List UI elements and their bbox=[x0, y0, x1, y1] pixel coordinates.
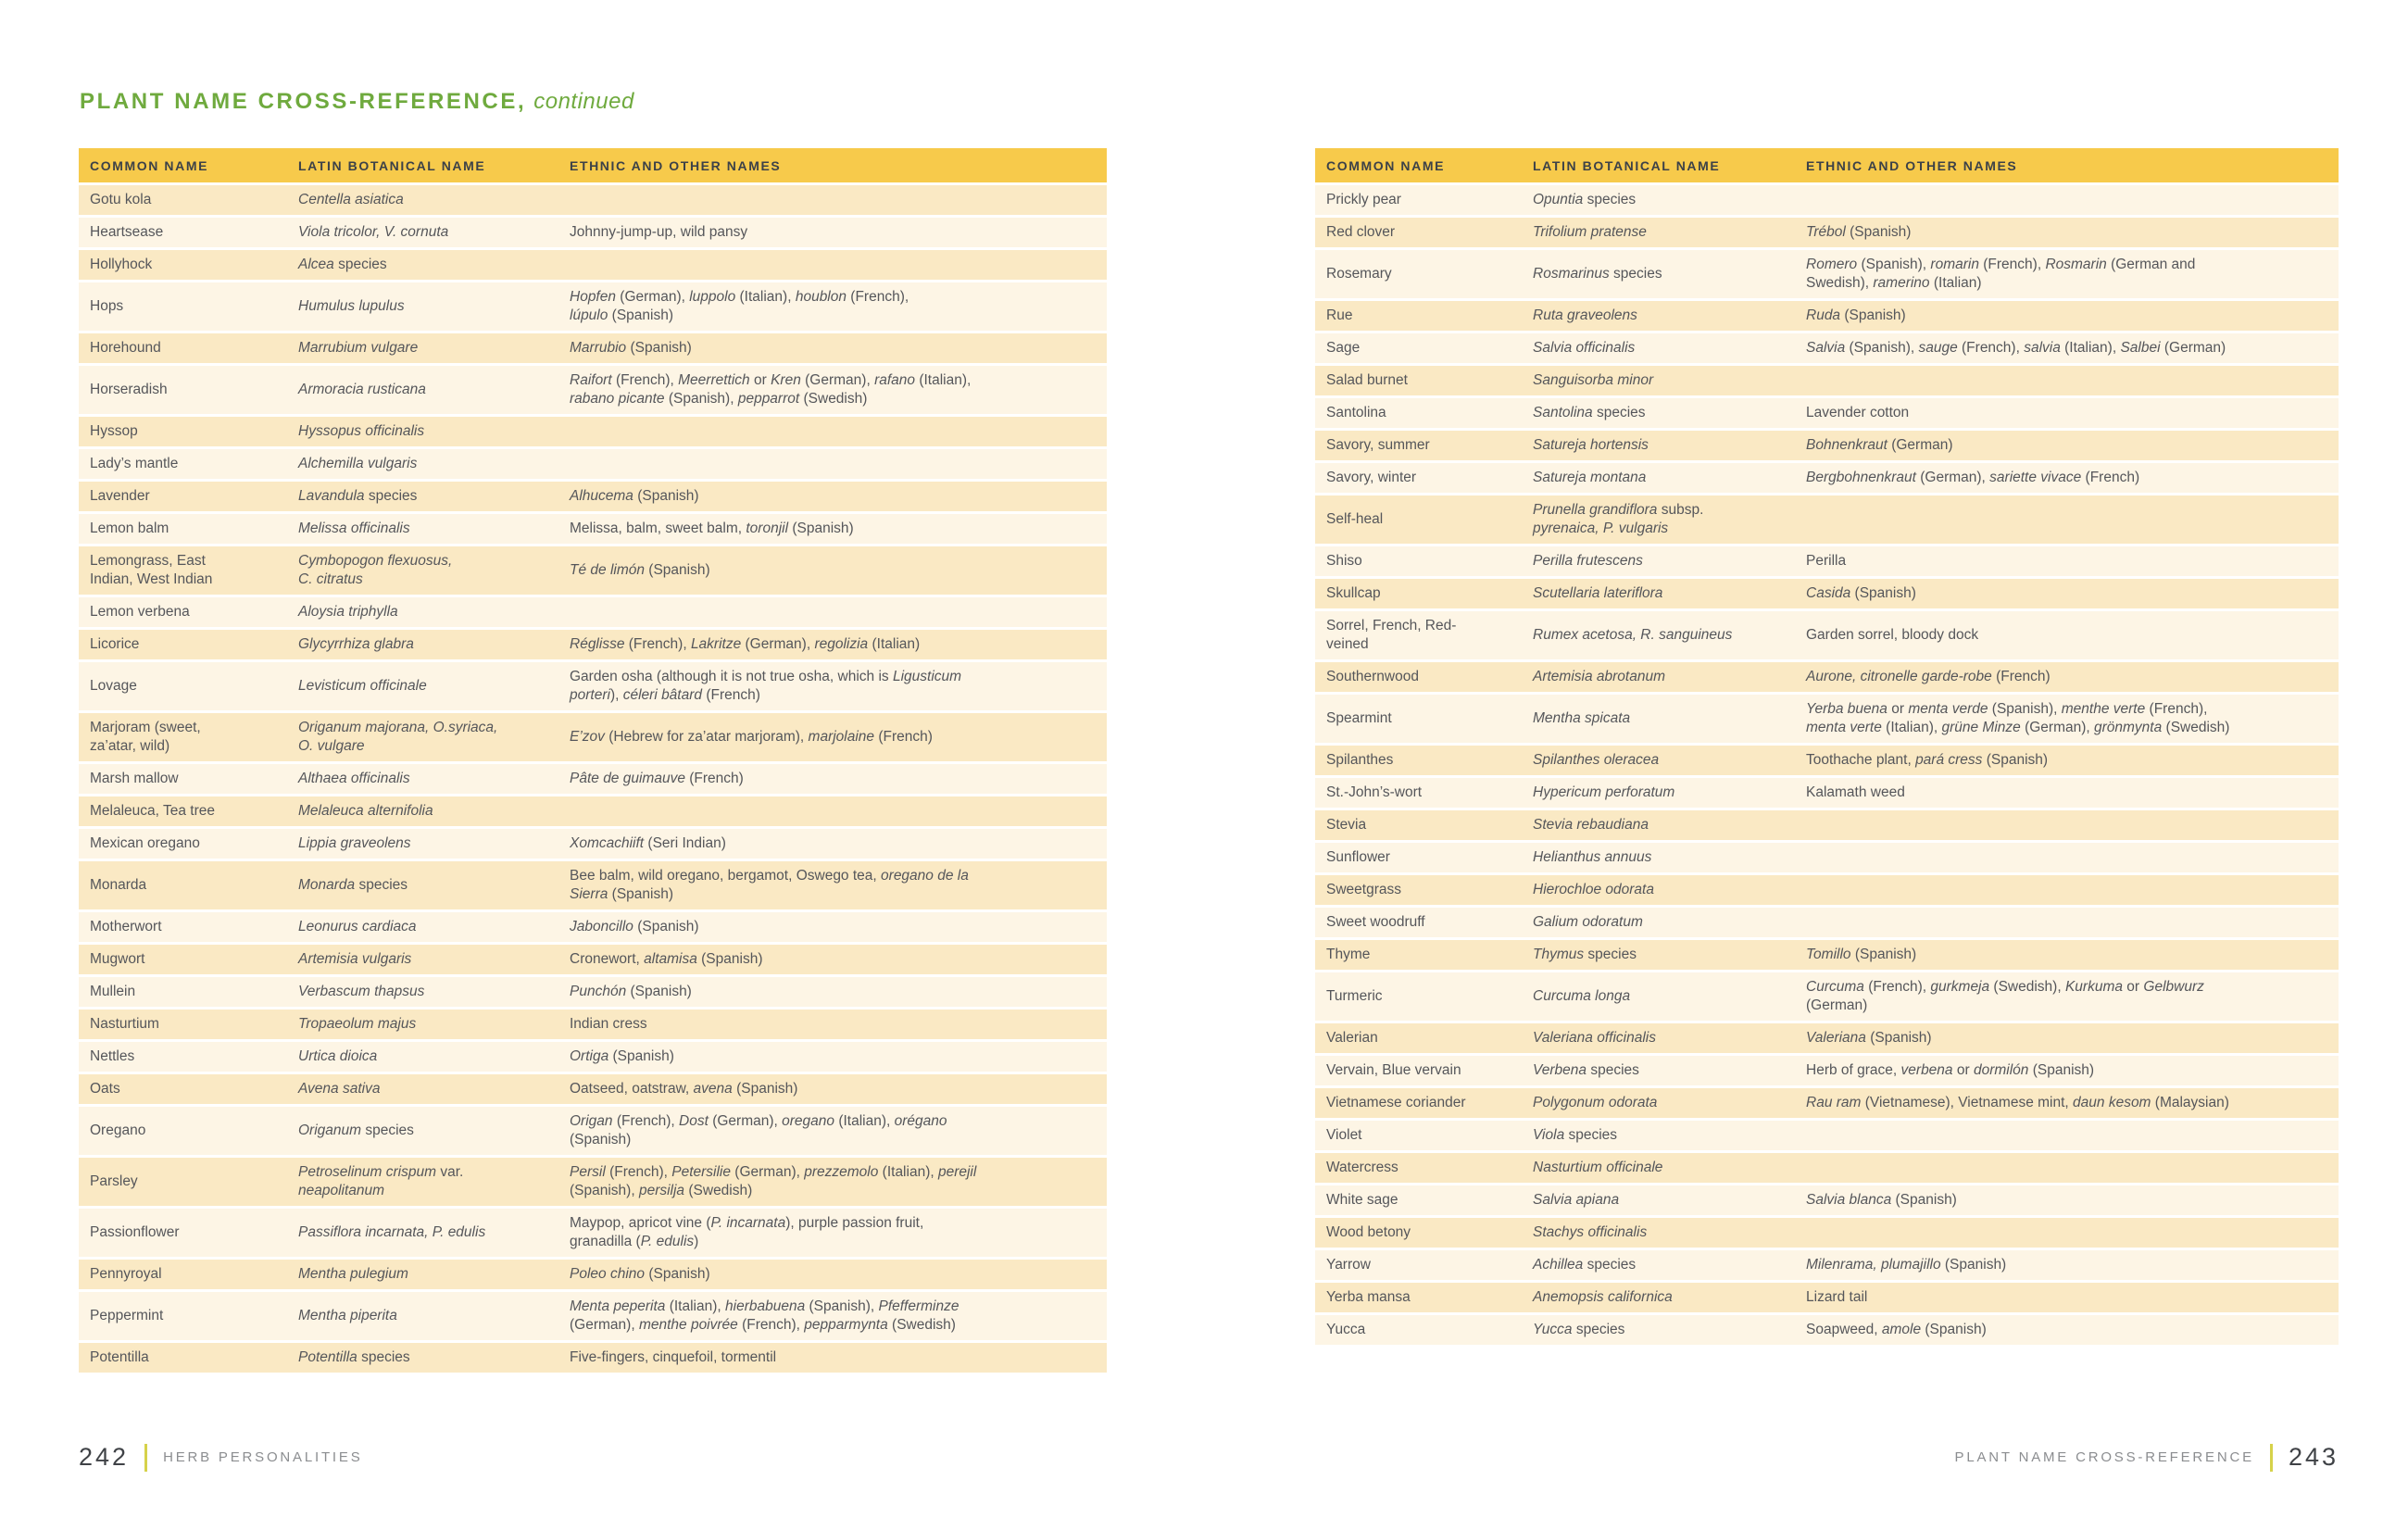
ethnic-names-cell: Milenrama, plumajillo (Spanish) bbox=[1806, 1257, 2007, 1273]
table-row bbox=[1315, 1185, 2339, 1215]
ethnic-names-cell: Tomillo (Spanish) bbox=[1806, 947, 1917, 962]
table-row bbox=[1315, 495, 2339, 544]
common-name-cell: Skullcap bbox=[1326, 585, 1381, 601]
common-name-cell: Red clover bbox=[1326, 224, 1396, 240]
table-row bbox=[79, 366, 1107, 414]
ethnic-names-cell: Hopfen (German), luppolo (Italian), houblon (French), lúpulo (Spanish) bbox=[570, 289, 909, 323]
common-name-cell: Yucca bbox=[1326, 1322, 1366, 1337]
ethnic-names-cell: Pâte de guimauve (French) bbox=[570, 771, 744, 786]
latin-name-cell: Rosmarinus species bbox=[1533, 266, 1662, 282]
latin-name-cell: Viola species bbox=[1533, 1127, 1618, 1143]
latin-name-cell: Passiflora incarnata, P. edulis bbox=[298, 1224, 486, 1240]
common-name-cell: Vervain, Blue vervain bbox=[1326, 1062, 1461, 1078]
ethnic-names-cell: Herb of grace, verbena or dormilón (Spanish) bbox=[1806, 1062, 2095, 1078]
table-row bbox=[1315, 1250, 2339, 1280]
latin-name-cell: Lippia graveolens bbox=[298, 835, 411, 851]
table-row bbox=[1315, 1315, 2339, 1345]
latin-name-cell: Helianthus annuus bbox=[1533, 849, 1652, 865]
latin-name-cell: Prunella grandiflora subsp. pyrenaica, P. vulgaris bbox=[1533, 502, 1704, 536]
table-row bbox=[79, 977, 1107, 1007]
ethnic-names-cell: Salvia blanca (Spanish) bbox=[1806, 1192, 1957, 1208]
ethnic-names-cell: Oatseed, oatstraw, avena (Spanish) bbox=[570, 1081, 798, 1097]
ethnic-names-cell: Réglisse (French), Lakritze (German), regolizia (Italian) bbox=[570, 636, 921, 652]
latin-name-cell: Mentha spicata bbox=[1533, 710, 1631, 726]
common-name-cell: Mugwort bbox=[90, 951, 145, 967]
ethnic-names-cell: Indian cress bbox=[570, 1016, 647, 1032]
table-row bbox=[79, 546, 1107, 595]
ethnic-names-cell: Persil (French), Petersilie (German), prezzemolo (Italian), perejil (Spanish), persilja (Swedish) bbox=[570, 1164, 977, 1198]
table-row bbox=[1315, 972, 2339, 1021]
common-name-cell: Gotu kola bbox=[90, 192, 152, 207]
table-row bbox=[1315, 662, 2339, 692]
common-name-cell: Lavender bbox=[90, 488, 150, 504]
ethnic-names-cell: Bee balm, wild oregano, bergamot, Oswego tea, oregano de la Sierra (Spanish) bbox=[570, 868, 969, 902]
table-row bbox=[79, 218, 1107, 247]
ethnic-names-cell: Toothache plant, pará cress (Spanish) bbox=[1806, 752, 2049, 768]
common-name-cell: Mullein bbox=[90, 984, 136, 999]
common-name-cell: Self-heal bbox=[1326, 511, 1384, 527]
table-row bbox=[1315, 1218, 2339, 1248]
ethnic-names-cell: Ruda (Spanish) bbox=[1806, 307, 1906, 323]
common-name-cell: Lemongrass, East Indian, West Indian bbox=[90, 553, 213, 587]
common-name-cell: Wood betony bbox=[1326, 1224, 1411, 1240]
latin-name-cell: Alcea species bbox=[298, 257, 387, 272]
latin-name-cell: Alchemilla vulgaris bbox=[298, 456, 418, 471]
latin-name-cell: Urtica dioica bbox=[298, 1048, 378, 1064]
table-row bbox=[79, 630, 1107, 659]
latin-name-cell: Hyssopus officinalis bbox=[298, 423, 425, 439]
common-name-cell: Mexican oregano bbox=[90, 835, 200, 851]
ethnic-names-cell: Punchón (Spanish) bbox=[570, 984, 692, 999]
table-row bbox=[79, 713, 1107, 761]
table-row bbox=[79, 282, 1107, 331]
table-row bbox=[1315, 1283, 2339, 1312]
table-row bbox=[1315, 1023, 2339, 1053]
footer-label-right: PLANT NAME CROSS-REFERENCE bbox=[1954, 1449, 2254, 1465]
footer-divider-left bbox=[144, 1444, 147, 1472]
ethnic-names-cell: Casida (Spanish) bbox=[1806, 585, 1916, 601]
table-row bbox=[79, 764, 1107, 794]
page-number-right: 243 bbox=[2288, 1443, 2339, 1471]
common-name-cell: Rue bbox=[1326, 307, 1353, 323]
plant-table-right-page bbox=[1315, 148, 2339, 1345]
latin-name-cell: Althaea officinalis bbox=[298, 771, 410, 786]
ethnic-names-cell bbox=[1795, 884, 2339, 896]
common-name-cell: Prickly pear bbox=[1326, 192, 1401, 207]
latin-name-cell: Verbena species bbox=[1533, 1062, 1639, 1078]
latin-name-cell: Glycyrrhiza glabra bbox=[298, 636, 414, 652]
latin-name-cell: Origanum majorana, O.syriaca, O. vulgare bbox=[298, 720, 498, 754]
table-row bbox=[79, 1074, 1107, 1104]
table-row bbox=[79, 1107, 1107, 1155]
table-row bbox=[1315, 940, 2339, 970]
latin-name-cell: Origanum species bbox=[298, 1122, 414, 1138]
common-name-cell: Lemon balm bbox=[90, 520, 169, 536]
ethnic-names-cell: Cronewort, altamisa (Spanish) bbox=[570, 951, 763, 967]
common-name-cell: Hyssop bbox=[90, 423, 138, 439]
latin-name-cell: Monarda species bbox=[298, 877, 408, 893]
latin-name-cell: Valeriana officinalis bbox=[1533, 1030, 1656, 1046]
latin-name-cell: Tropaeolum majus bbox=[298, 1016, 417, 1032]
common-name-cell: Shiso bbox=[1326, 553, 1362, 569]
table-row bbox=[79, 482, 1107, 511]
table-row bbox=[1315, 810, 2339, 840]
ethnic-names-cell: Valeriana (Spanish) bbox=[1806, 1030, 1932, 1046]
common-name-cell: Spearmint bbox=[1326, 710, 1392, 726]
footer-label-left: HERB PERSONALITIES bbox=[163, 1449, 363, 1465]
ethnic-names-cell: E’zov (Hebrew for za’atar marjoram), marjolaine (French) bbox=[570, 729, 933, 745]
table-row bbox=[1315, 250, 2339, 298]
ethnic-names-cell bbox=[1795, 194, 2339, 206]
table-row bbox=[1315, 333, 2339, 363]
latin-name-cell: Mentha piperita bbox=[298, 1308, 397, 1323]
latin-name-cell: Yucca species bbox=[1533, 1322, 1625, 1337]
column-header: COMMON NAME bbox=[90, 158, 209, 173]
common-name-cell: Horseradish bbox=[90, 382, 168, 397]
common-name-cell: Monarda bbox=[90, 877, 147, 893]
latin-name-cell: Leonurus cardiaca bbox=[298, 919, 417, 934]
ethnic-names-cell bbox=[1795, 1130, 2339, 1141]
table-row bbox=[79, 449, 1107, 479]
latin-name-cell: Nasturtium officinale bbox=[1533, 1160, 1663, 1175]
ethnic-names-cell: Salvia (Spanish), sauge (French), salvia (Italian), Salbei (German) bbox=[1806, 340, 2226, 356]
ethnic-names-cell bbox=[558, 806, 1107, 817]
common-name-cell: Yarrow bbox=[1326, 1257, 1371, 1273]
ethnic-names-cell bbox=[1795, 1227, 2339, 1238]
table-row bbox=[79, 514, 1107, 544]
table-row bbox=[1315, 366, 2339, 395]
footer-right bbox=[1955, 1443, 2339, 1472]
ethnic-names-cell bbox=[1795, 375, 2339, 386]
common-name-cell: Nettles bbox=[90, 1048, 135, 1064]
common-name-cell: Lady’s mantle bbox=[90, 456, 179, 471]
common-name-cell: Sunflower bbox=[1326, 849, 1390, 865]
ethnic-names-cell bbox=[558, 259, 1107, 270]
table-row bbox=[1315, 695, 2339, 743]
column-header: COMMON NAME bbox=[1326, 158, 1446, 173]
latin-name-cell: Avena sativa bbox=[298, 1081, 381, 1097]
ethnic-names-cell: Lavender cotton bbox=[1806, 405, 1910, 420]
table-row bbox=[79, 861, 1107, 909]
footer-left bbox=[79, 1443, 363, 1472]
ethnic-names-cell bbox=[1795, 514, 2339, 525]
latin-name-cell: Stevia rebaudiana bbox=[1533, 817, 1649, 833]
common-name-cell: Sweetgrass bbox=[1326, 882, 1401, 897]
latin-name-cell: Galium odoratum bbox=[1533, 914, 1643, 930]
ethnic-names-cell: Jaboncillo (Spanish) bbox=[570, 919, 699, 934]
ethnic-names-cell bbox=[1795, 917, 2339, 928]
latin-name-cell: Scutellaria lateriflora bbox=[1533, 585, 1663, 601]
common-name-cell: Oregano bbox=[90, 1122, 146, 1138]
table-row bbox=[1315, 843, 2339, 872]
latin-name-cell: Sanguisorba minor bbox=[1533, 372, 1654, 388]
common-name-cell: Marsh mallow bbox=[90, 771, 179, 786]
table-row bbox=[79, 796, 1107, 826]
table-row bbox=[79, 1042, 1107, 1072]
common-name-cell: Sage bbox=[1326, 340, 1361, 356]
table-row bbox=[1315, 1121, 2339, 1150]
latin-name-cell: Salvia apiana bbox=[1533, 1192, 1620, 1208]
table-row bbox=[79, 417, 1107, 446]
latin-name-cell: Artemisia vulgaris bbox=[298, 951, 412, 967]
table-row bbox=[1315, 746, 2339, 775]
table-row bbox=[79, 1260, 1107, 1289]
ethnic-names-cell: Five-fingers, cinquefoil, tormentil bbox=[570, 1349, 777, 1365]
table-row bbox=[1315, 185, 2339, 215]
latin-name-cell: Melissa officinalis bbox=[298, 520, 410, 536]
column-header: ETHNIC AND OTHER NAMES bbox=[1806, 158, 2018, 173]
latin-name-cell: Marrubium vulgare bbox=[298, 340, 419, 356]
common-name-cell: Stevia bbox=[1326, 817, 1367, 833]
table-row bbox=[1315, 301, 2339, 331]
ethnic-names-cell bbox=[1795, 852, 2339, 863]
latin-name-cell: Anemopsis californica bbox=[1533, 1289, 1673, 1305]
ethnic-names-cell: Curcuma (French), gurkmeja (Swedish), Kurkuma or Gelbwurz (German) bbox=[1806, 979, 2204, 1013]
latin-name-cell: Perilla frutescens bbox=[1533, 553, 1643, 569]
ethnic-names-cell: Alhucema (Spanish) bbox=[570, 488, 699, 504]
latin-name-cell: Lavandula species bbox=[298, 488, 418, 504]
table-row bbox=[79, 333, 1107, 363]
latin-name-cell: Hierochloe odorata bbox=[1533, 882, 1654, 897]
common-name-cell: Salad burnet bbox=[1326, 372, 1408, 388]
table-row bbox=[1315, 611, 2339, 659]
table-row bbox=[79, 1010, 1107, 1039]
latin-name-cell: Centella asiatica bbox=[298, 192, 404, 207]
table-row bbox=[1315, 908, 2339, 937]
latin-name-cell: Spilanthes oleracea bbox=[1533, 752, 1660, 768]
ethnic-names-cell bbox=[558, 194, 1107, 206]
common-name-cell: Southernwood bbox=[1326, 669, 1419, 684]
column-header: LATIN BOTANICAL NAME bbox=[298, 158, 486, 173]
ethnic-names-cell: Poleo chino (Spanish) bbox=[570, 1266, 710, 1282]
common-name-cell: Horehound bbox=[90, 340, 161, 356]
common-name-cell: Savory, summer bbox=[1326, 437, 1430, 453]
ethnic-names-cell bbox=[1795, 820, 2339, 831]
table-row bbox=[79, 597, 1107, 627]
latin-name-cell: Armoracia rusticana bbox=[298, 382, 426, 397]
ethnic-names-cell: Menta peperita (Italian), hierbabuena (Spanish), Pfefferminze (German), menthe poivrée (French), pepparmynta (Swedish) bbox=[570, 1298, 959, 1333]
latin-name-cell: Verbascum thapsus bbox=[298, 984, 425, 999]
page-title-main: PLANT NAME CROSS-REFERENCE, bbox=[80, 89, 527, 114]
latin-name-cell: Ruta graveolens bbox=[1533, 307, 1637, 323]
table-row bbox=[79, 662, 1107, 710]
common-name-cell: Nasturtium bbox=[90, 1016, 159, 1032]
table-row bbox=[79, 1292, 1107, 1340]
plant-table-left-page bbox=[79, 148, 1107, 1373]
ethnic-names-cell: Té de limón (Spanish) bbox=[570, 562, 710, 578]
common-name-cell: Pennyroyal bbox=[90, 1266, 162, 1282]
ethnic-names-cell: Garden sorrel, bloody dock bbox=[1806, 627, 1979, 643]
latin-name-cell: Potentilla species bbox=[298, 1349, 410, 1365]
latin-name-cell: Achillea species bbox=[1533, 1257, 1637, 1273]
latin-name-cell: Polygonum odorata bbox=[1533, 1095, 1658, 1110]
common-name-cell: Passionflower bbox=[90, 1224, 180, 1240]
common-name-cell: Motherwort bbox=[90, 919, 162, 934]
common-name-cell: White sage bbox=[1326, 1192, 1398, 1208]
latin-name-cell: Satureja hortensis bbox=[1533, 437, 1649, 453]
common-name-cell: Violet bbox=[1326, 1127, 1362, 1143]
table-row bbox=[1315, 1153, 2339, 1183]
ethnic-names-cell: Melissa, balm, sweet balm, toronjil (Spanish) bbox=[570, 520, 854, 536]
common-name-cell: Turmeric bbox=[1326, 988, 1383, 1004]
latin-name-cell: Humulus lupulus bbox=[298, 298, 405, 314]
common-name-cell: Lovage bbox=[90, 678, 137, 694]
latin-name-cell: Mentha pulegium bbox=[298, 1266, 408, 1282]
table-row bbox=[79, 1209, 1107, 1257]
latin-name-cell: Hypericum perforatum bbox=[1533, 784, 1675, 800]
table-row bbox=[1315, 398, 2339, 428]
common-name-cell: Parsley bbox=[90, 1173, 138, 1189]
table-row bbox=[1315, 546, 2339, 576]
latin-name-cell: Opuntia species bbox=[1533, 192, 1637, 207]
latin-name-cell: Petroselinum crispum var. neapolitanum bbox=[298, 1164, 464, 1198]
table-row bbox=[1315, 431, 2339, 460]
common-name-cell: Licorice bbox=[90, 636, 140, 652]
common-name-cell: Watercress bbox=[1326, 1160, 1398, 1175]
common-name-cell: Potentilla bbox=[90, 1349, 149, 1365]
common-name-cell: St.-John’s-wort bbox=[1326, 784, 1423, 800]
common-name-cell: Hollyhock bbox=[90, 257, 153, 272]
common-name-cell: Valerian bbox=[1326, 1030, 1378, 1046]
ethnic-names-cell: Origan (French), Dost (German), oregano (Italian), orégano (Spanish) bbox=[570, 1113, 947, 1148]
latin-name-cell: Artemisia abrotanum bbox=[1533, 669, 1666, 684]
table-row bbox=[1315, 778, 2339, 808]
table-row bbox=[1315, 1056, 2339, 1085]
ethnic-names-cell: Raifort (French), Meerrettich or Kren (German), rafano (Italian), rabano picante (Spanish), pepparrot (Swedish) bbox=[570, 372, 972, 407]
table-row bbox=[79, 912, 1107, 942]
common-name-cell: Lemon verbena bbox=[90, 604, 190, 620]
table-header-row bbox=[79, 148, 1107, 182]
table-row bbox=[1315, 875, 2339, 905]
latin-name-cell: Curcuma longa bbox=[1533, 988, 1631, 1004]
common-name-cell: Savory, winter bbox=[1326, 470, 1417, 485]
page-number-left: 242 bbox=[79, 1443, 130, 1471]
common-name-cell: Vietnamese coriander bbox=[1326, 1095, 1466, 1110]
latin-name-cell: Salvia officinalis bbox=[1533, 340, 1636, 356]
common-name-cell: Yerba mansa bbox=[1326, 1289, 1411, 1305]
common-name-cell: Peppermint bbox=[90, 1308, 164, 1323]
page-title bbox=[80, 89, 634, 115]
latin-name-cell: Stachys officinalis bbox=[1533, 1224, 1648, 1240]
common-name-cell: Santolina bbox=[1326, 405, 1386, 420]
ethnic-names-cell bbox=[558, 426, 1107, 437]
footer-divider-right bbox=[2270, 1444, 2273, 1472]
table-header-row bbox=[1315, 148, 2339, 182]
common-name-cell: Melaleuca, Tea tree bbox=[90, 803, 215, 819]
common-name-cell: Thyme bbox=[1326, 947, 1371, 962]
ethnic-names-cell bbox=[558, 458, 1107, 470]
latin-name-cell: Thymus species bbox=[1533, 947, 1637, 962]
ethnic-names-cell: Bergbohnenkraut (German), sariette vivace (French) bbox=[1806, 470, 2140, 485]
common-name-cell: Spilanthes bbox=[1326, 752, 1394, 768]
column-header: LATIN BOTANICAL NAME bbox=[1533, 158, 1721, 173]
latin-name-cell: Santolina species bbox=[1533, 405, 1646, 420]
ethnic-names-cell: Ortiga (Spanish) bbox=[570, 1048, 674, 1064]
ethnic-names-cell: Soapweed, amole (Spanish) bbox=[1806, 1322, 1987, 1337]
common-name-cell: Sorrel, French, Red- veined bbox=[1326, 618, 1457, 652]
table-row bbox=[1315, 1088, 2339, 1118]
common-name-cell: Oats bbox=[90, 1081, 120, 1097]
latin-name-cell: Trifolium pratense bbox=[1533, 224, 1647, 240]
ethnic-names-cell: Marrubio (Spanish) bbox=[570, 340, 692, 356]
latin-name-cell: Satureja montana bbox=[1533, 470, 1647, 485]
ethnic-names-cell: Aurone, citronelle garde-robe (French) bbox=[1806, 669, 2051, 684]
common-name-cell: Sweet woodruff bbox=[1326, 914, 1425, 930]
ethnic-names-cell: Trébol (Spanish) bbox=[1806, 224, 1912, 240]
ethnic-names-cell: Romero (Spanish), romarin (French), Rosmarin (German and Swedish), ramerino (Italian) bbox=[1806, 257, 2196, 291]
table-row bbox=[1315, 218, 2339, 247]
ethnic-names-cell: Rau ram (Vietnamese), Vietnamese mint, daun kesom (Malaysian) bbox=[1806, 1095, 2229, 1110]
common-name-cell: Hops bbox=[90, 298, 124, 314]
latin-name-cell: Cymbopogon flexuosus, C. citratus bbox=[298, 553, 453, 587]
common-name-cell: Rosemary bbox=[1326, 266, 1392, 282]
latin-name-cell: Melaleuca alternifolia bbox=[298, 803, 433, 819]
ethnic-names-cell bbox=[1795, 1162, 2339, 1173]
ethnic-names-cell: Lizard tail bbox=[1806, 1289, 1868, 1305]
table-row bbox=[1315, 579, 2339, 608]
ethnic-names-cell bbox=[558, 607, 1107, 618]
ethnic-names-cell: Bohnenkraut (German) bbox=[1806, 437, 1953, 453]
common-name-cell: Marjoram (sweet, za’atar, wild) bbox=[90, 720, 201, 754]
latin-name-cell: Aloysia triphylla bbox=[298, 604, 398, 620]
ethnic-names-cell: Yerba buena or menta verde (Spanish), menthe verte (French), menta verte (Italian), grüne Minze (German), grönmynta (Swedish) bbox=[1806, 701, 2230, 735]
table-row bbox=[79, 945, 1107, 974]
latin-name-cell: Rumex acetosa, R. sanguineus bbox=[1533, 627, 1733, 643]
table-row bbox=[79, 1158, 1107, 1206]
table-row bbox=[79, 829, 1107, 859]
ethnic-names-cell: Kalamath weed bbox=[1806, 784, 1905, 800]
page-title-continued: continued bbox=[533, 89, 634, 114]
table-row bbox=[79, 1343, 1107, 1373]
ethnic-names-cell: Johnny-jump-up, wild pansy bbox=[570, 224, 748, 240]
ethnic-names-cell: Perilla bbox=[1806, 553, 1847, 569]
ethnic-names-cell: Xomcachiift (Seri Indian) bbox=[570, 835, 726, 851]
table-row bbox=[1315, 463, 2339, 493]
column-header: ETHNIC AND OTHER NAMES bbox=[570, 158, 782, 173]
latin-name-cell: Levisticum officinale bbox=[298, 678, 427, 694]
table-row bbox=[79, 185, 1107, 215]
ethnic-names-cell: Maypop, apricot vine (P. incarnata), purple passion fruit, granadilla (P. edulis) bbox=[570, 1215, 924, 1249]
table-row bbox=[79, 250, 1107, 280]
common-name-cell: Heartsease bbox=[90, 224, 164, 240]
latin-name-cell: Viola tricolor, V. cornuta bbox=[298, 224, 449, 240]
ethnic-names-cell: Garden osha (although it is not true osha, which is Ligusticum porteri), céleri bâtard (French) bbox=[570, 669, 962, 703]
